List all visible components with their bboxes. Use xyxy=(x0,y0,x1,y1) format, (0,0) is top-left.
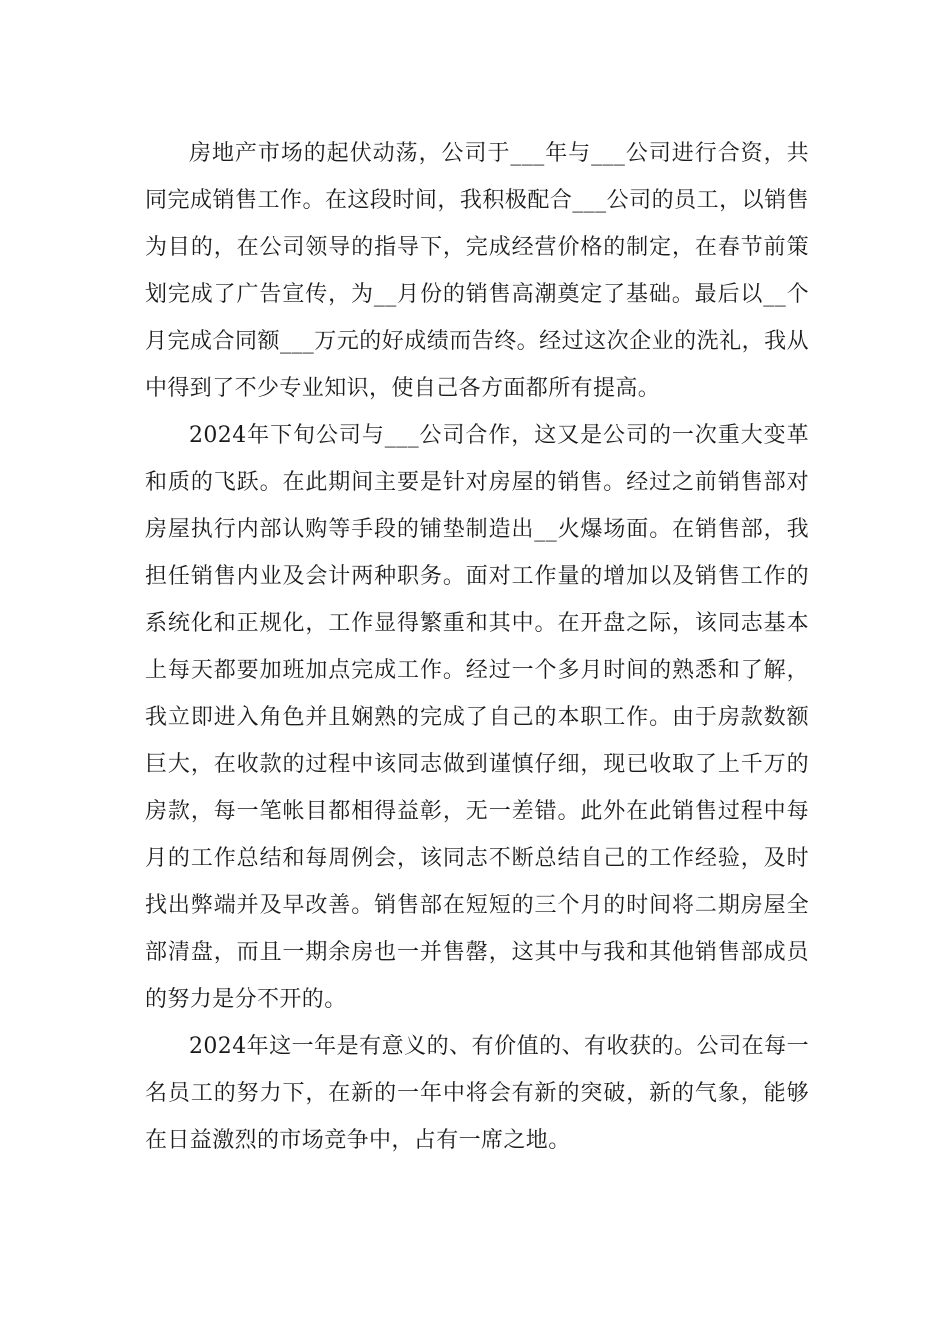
paragraph-joint-venture: 房地产市场的起伏动荡，公司于___年与___公司进行合资，共同完成销售工作。在这段时间，我积极配合___公司的员工，以销售为目的，在公司领导的指导下，完成经营价格的制定，在春节前策划完成了广告宣传，为__月份的销售高潮奠定了基础。最后以__个月完成合同额___万元的好成绩而告终。经过这次企业的洗礼，我从中得到了不少专业知识，使自己各方面都所有提高。 xyxy=(145,141,809,401)
document-body xyxy=(145,130,809,1164)
paragraph-cooperation-sales: 2024年下旬公司与___公司合作，这又是公司的一次重大变革和质的飞跃。在此期间主要是针对房屋的销售。经过之前销售部对房屋执行内部认购等手段的铺垫制造出__火爆场面。在销售部，我担任销售内业及会计两种职务。面对工作量的增加以及销售工作的系统化和正规化，工作显得繁重和其中。在开盘之际，该同志基本上每天都要加班加点完成工作。经过一个多月时间的熟悉和了解，我立即进入角色并且娴熟的完成了自己的本职工作。由于房款数额巨大，在收款的过程中该同志做到谨慎仔细，现已收取了上千万的房款，每一笔帐目都相得益彰，无一差错。此外在此销售过程中每月的工作总结和每周例会，该同志不断总结自己的工作经验，及时找出弊端并及早改善。销售部在短短的三个月的时间将二期房屋全部清盘，而且一期余房也一并售罄，这其中与我和其他销售部成员的努力是分不开的。 xyxy=(145,423,809,1012)
paragraph-year-summary: 2024年这一年是有意义的、有价值的、有收获的。公司在每一名员工的努力下，在新的一年中将会有新的突破，新的气象，能够在日益激烈的市场竞争中，占有一席之地。 xyxy=(145,1034,809,1153)
